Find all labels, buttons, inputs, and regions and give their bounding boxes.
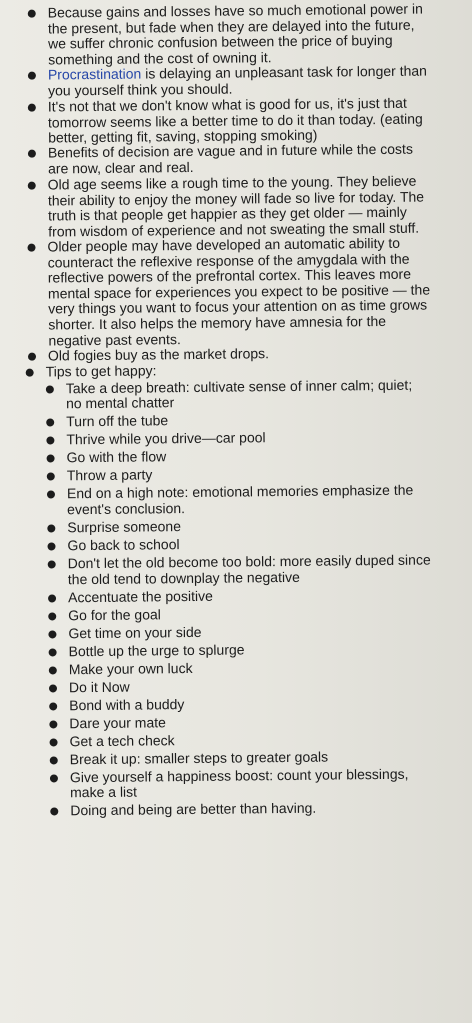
highlighted-term: Procrastination bbox=[47, 65, 142, 83]
tip-text: End on a high note: emotional memories emphasize the event's conclusion. bbox=[66, 481, 414, 518]
list-item bbox=[0, 95, 432, 146]
bullet-icon bbox=[47, 472, 55, 480]
bullet-icon bbox=[27, 244, 35, 252]
bullet-icon bbox=[47, 490, 55, 498]
tip-text: Turn off the tube bbox=[66, 412, 169, 430]
tip-text: Dare your mate bbox=[69, 713, 166, 731]
list-item bbox=[0, 360, 434, 820]
tip-text: Bond with a buddy bbox=[69, 695, 185, 713]
tip-text: Make your own luck bbox=[68, 659, 193, 677]
tip-text: Take a deep breath: cultivate sense of inner calm; quiet; no mental chatter bbox=[65, 375, 413, 412]
tip-text: Don't let the old become too bold: more easily duped since the old tend to downplay the negative bbox=[67, 551, 431, 587]
bullet-icon bbox=[26, 368, 34, 376]
bullet-icon bbox=[47, 524, 55, 532]
bullet-icon bbox=[28, 353, 36, 361]
tip-item bbox=[1, 676, 433, 696]
tip-item bbox=[0, 516, 431, 536]
item-text: Tips to get happy: bbox=[45, 362, 157, 380]
bullet-icon bbox=[48, 594, 56, 602]
bullet-icon bbox=[28, 72, 36, 80]
bullet-icon bbox=[49, 720, 57, 728]
item-text: Older people may have developed an automatic ability to counteract the reflexive response of the amygdala with the reflective powers of the prefrontal cortex. This leaves more mental space for experiences you expect to be positive — the very things you want to focus your attention on as time grows shorter. It also helps the memory have amnesia for the negative past events. bbox=[47, 234, 431, 348]
tip-item bbox=[0, 429, 430, 449]
item-text: Old age seems like a rough time to the young. They believe their ability to enjoy the money will fade so live for today. The truth is that people get happier as they get older — mainly from wisdom of experience and not sweating the small stuff. bbox=[47, 172, 425, 239]
list-item bbox=[0, 173, 432, 240]
tip-item bbox=[0, 482, 431, 518]
bullet-icon bbox=[28, 181, 36, 189]
tip-text: Accentuate the positive bbox=[67, 587, 213, 605]
item-text-rest: is delaying an unpleasant task for longer than you yourself think you should. bbox=[47, 62, 428, 99]
tip-text: Go with the flow bbox=[66, 448, 167, 466]
tip-item bbox=[1, 694, 433, 714]
tip-text: Get time on your side bbox=[68, 623, 202, 641]
tip-item bbox=[0, 411, 430, 431]
tip-item bbox=[0, 622, 432, 642]
bullet-icon bbox=[28, 150, 36, 158]
tip-item bbox=[0, 377, 430, 413]
tip-text: Give yourself a happiness boost: count your blessings, make a list bbox=[69, 765, 409, 801]
bullet-icon bbox=[50, 808, 58, 816]
bullet-icon bbox=[46, 385, 54, 393]
bullet-icon bbox=[48, 612, 56, 620]
tip-item bbox=[1, 730, 433, 750]
tip-item bbox=[0, 604, 432, 624]
item-text: Benefits of decision are vague and in future while the costs are now, clear and real. bbox=[47, 141, 413, 177]
tip-text: Go for the goal bbox=[68, 605, 161, 623]
bullet-icon bbox=[46, 418, 54, 426]
bullet-icon bbox=[28, 10, 36, 18]
tip-text: Bottle up the urge to splurge bbox=[68, 640, 245, 659]
tip-text: Thrive while you drive—car pool bbox=[66, 429, 266, 448]
bullet-icon bbox=[47, 454, 55, 462]
tip-item bbox=[0, 586, 432, 606]
bullet-icon bbox=[49, 684, 57, 692]
item-text: It's not that we don't know what is good for us, it's just that tomorrow seems like a better time to do it than today. (eating better, getting fit, saving, stopping smoking) bbox=[47, 94, 423, 146]
tip-text: Do it Now bbox=[68, 678, 130, 695]
bullet-icon bbox=[50, 738, 58, 746]
tip-text: Go back to school bbox=[67, 535, 180, 554]
list-item bbox=[0, 235, 433, 349]
item-text: Because gains and losses have so much emotional power in the present, but fade when they are delayed into the future, we suffer chronic confusion between the price of buying something and the cost of owning it. bbox=[47, 0, 423, 68]
tip-text: Break it up: smaller steps to greater goals bbox=[69, 747, 329, 767]
tip-item bbox=[2, 748, 434, 768]
tip-text: Throw a party bbox=[66, 466, 153, 484]
item-text: Old fogies buy as the market drops. bbox=[47, 345, 270, 364]
bullet-icon bbox=[50, 756, 58, 764]
bullet-icon bbox=[50, 774, 58, 782]
tip-item bbox=[0, 552, 432, 588]
bullet-icon bbox=[48, 560, 56, 568]
list-item bbox=[0, 1, 432, 68]
tip-item bbox=[2, 800, 434, 820]
tips-list bbox=[0, 377, 434, 820]
bullet-icon bbox=[47, 542, 55, 550]
bullet-icon bbox=[28, 103, 36, 111]
tip-item bbox=[2, 766, 434, 802]
item-text bbox=[48, 64, 432, 99]
bullet-icon bbox=[49, 702, 57, 710]
bullet-icon bbox=[49, 648, 57, 656]
tip-text: Get a tech check bbox=[69, 731, 175, 749]
bullet-icon bbox=[49, 666, 57, 674]
tip-text: Surprise someone bbox=[67, 517, 182, 536]
tip-text: Doing and being are better than having. bbox=[70, 799, 317, 819]
tip-item bbox=[0, 446, 431, 466]
tip-item bbox=[1, 658, 433, 678]
tip-item bbox=[1, 712, 433, 732]
tip-item bbox=[1, 640, 433, 660]
bullet-icon bbox=[46, 436, 54, 444]
bullet-icon bbox=[48, 630, 56, 638]
